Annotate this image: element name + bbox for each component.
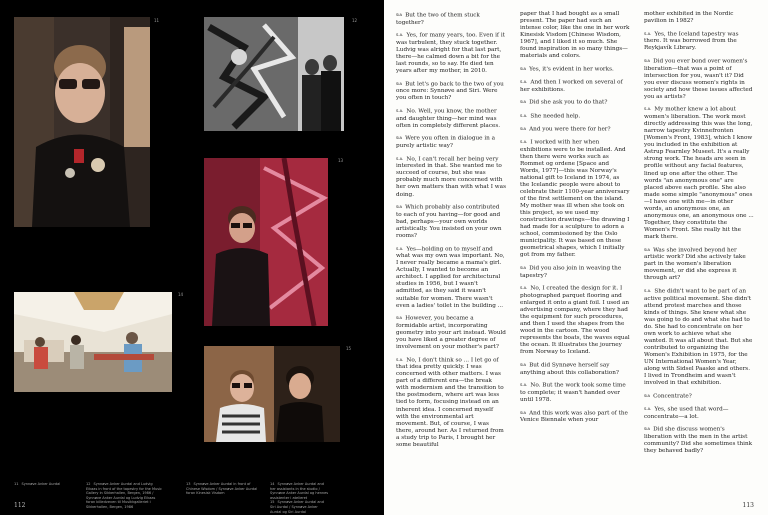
speaker-initials: SiA	[520, 265, 527, 271]
paragraph-text: Yes, it's evident in her works.	[529, 66, 614, 73]
plate-number: 15	[346, 346, 352, 351]
interview-paragraph	[644, 105, 754, 240]
paragraph-text: Yes—holding on to myself and what was my own was important. No, I never really became a mama's girl. Actually, I wanted to become an architect. I applied for architectural studies in 1956, but I wasn't admitted, as they said it wasn't suitable for women. There wasn't even a ladies' toilet in the building ...	[396, 246, 505, 309]
text-column-2	[520, 11, 630, 429]
paragraph-text: No, I don't think so ... I let go of that idea pretty quickly. I was concerned with other matters. I was part of a different era—the break with modernism and the transition to the postmodern, where art was less tied to form, focusing instead on an inherent idea. I concerned myself with the environmental art movement. But, of course, I was there, around her. As I returned from a study trip to Paris, I brought her some beautiful	[396, 357, 504, 448]
photo-studio-assistants	[14, 292, 172, 392]
plate-number: 11	[154, 18, 160, 23]
speaker-initials: S.A.	[520, 112, 528, 118]
paragraph-text: Yes, the Iceland tapestry was there. It was borrowed from the Reykjavík Library.	[644, 31, 739, 52]
paragraph-text: No. But the work took some time to complete; it wasn't handed over until 1978.	[520, 382, 626, 404]
paragraph-text: Did you also join in weaving the tapestry?	[520, 265, 622, 279]
paragraph-text: Were you often in dialogue in a purely artistic way?	[396, 136, 496, 150]
plate-number: 12	[352, 18, 358, 23]
text-column-3	[644, 11, 754, 460]
interview-paragraph	[396, 31, 506, 75]
paragraph-text: Yes, for many years, too. Even if it was turbulent, they stuck together. Ludvig was alright for that last part, there—he calmed down a bit for the last rounds, so to say. He died ten years after my mother, in 2010.	[396, 32, 505, 75]
text-column-1	[396, 11, 506, 453]
interview-paragraph	[520, 381, 630, 404]
speaker-initials: S.A.	[396, 245, 404, 251]
interview-paragraph	[644, 57, 754, 101]
speaker-initials: SiA	[644, 58, 651, 64]
paragraph-text: mother exhibited in the Nordic pavilion in 1982?	[644, 11, 734, 25]
paragraph-text: No. Well, you know, the mother and daughter thing—her mind was often in completely different places.	[396, 108, 501, 129]
paragraph-text: She didn't want to be part of an active political movement. She didn't attend protest marches and those kinds of things. She knew what she was going to do and what she had to do. She had to concentrate on her own work to achieve what she wanted. It was all about that. But she contributed to organizing the Women's Exhibition in 1975, for the UN International Women's Year, along with Sidsel Paaske and others. I lived in Trondheim and wasn't involved in that exhibition.	[644, 288, 753, 387]
paragraph-text: But the two of them stuck together?	[396, 12, 480, 26]
paragraph-text: Did she ask you to do that?	[529, 100, 608, 107]
paragraph-text: Which probably also contributed to each of you having—for good and bad, perhaps—your own worlds artistically. You insisted on your own rooms?	[396, 204, 502, 239]
plate-number: 14	[178, 292, 184, 297]
paragraph-text: No, I can't recall her being very interested in that. She wanted me to succeed of course, but she was probably much more concerned with her own matters than with what I was doing.	[396, 156, 506, 198]
speaker-initials: S.A.	[520, 382, 528, 388]
paragraph-text: However, you became a formidable artist, incorporating geometry into your art instead. Would you have liked a greater degree of involvement on your mother's part?	[396, 315, 506, 350]
caption-text: Synnøve Anker Aurdal in front of Chinese Wisdom / Synnøve Anker Aurdal foran Kinesisk Visdom	[186, 482, 258, 496]
speaker-initials: SiA	[396, 135, 403, 141]
interview-paragraph	[520, 98, 630, 107]
paragraph-text: My mother knew a lot about women's liberation. The work most directly addressing this was the long, narrow tapestry Kvinnefronten [Women's Front, 1983], which I know you included in the exhibition at Astrup Fearnley Museet. It's a really strong work. The heads are seen in profile without any facial features, lined up one after the other. The words "an anonymous one" are placed above each profile. She also made some simple "anonymous" ones—I have one with me—in other words, an anonymous one, an anonymous one, an anonymous one ... Together, they constitute the Women's Front. She really hit the mark there.	[644, 107, 754, 240]
speaker-initials: SiA	[520, 65, 527, 71]
caption-text: Synnøve Anker Aurdal and Ludvig Eikaas in front of the tapestry for the Music Gallery in Sikkerhallen, Bergen, 1986 / Synnøve Anker Aurdal og Ludvig Eikaas foran billedveven til Musikkgalleriet i Sikkerhallen, Bergen, 1986	[86, 482, 162, 509]
interview-paragraph	[396, 203, 506, 240]
speaker-initials: S.A.	[396, 108, 404, 114]
speaker-initials: SiA	[644, 426, 651, 432]
interview-paragraph	[644, 405, 754, 421]
interview-paragraph	[396, 356, 506, 449]
paragraph-text: But did Synnøve herself say anything about this collaboration?	[520, 362, 619, 376]
paragraph-text: Yes, she used that word—concentrate—a lot.	[644, 406, 729, 420]
interview-paragraph	[644, 287, 754, 387]
page-number-left: 112	[14, 502, 26, 509]
interview-paragraph	[396, 107, 506, 130]
interview-paragraph	[396, 155, 506, 199]
paragraph-text: Was she involved beyond her artistic work? Did she actively take part in the women's liberation movement, or did she express it through art?	[644, 247, 746, 282]
interview-paragraph	[644, 246, 754, 283]
paragraph-text: Did you ever bond over women's liberation—that was a point of intersection for you, wasn't it? Did you ever discuss women's rights in society and how these issues affected you as artists?	[644, 58, 753, 100]
speaker-initials: SiA	[644, 392, 651, 398]
speaker-initials: SiA	[520, 125, 527, 131]
caption	[186, 482, 262, 496]
photo-red-tapestry	[204, 158, 328, 326]
caption	[270, 482, 330, 514]
interview-paragraph	[396, 314, 506, 351]
photo-portrait-synnove	[14, 17, 150, 227]
caption-number: 12	[86, 482, 91, 486]
photo-tapestry-bw	[204, 17, 344, 131]
interview-paragraph	[644, 30, 754, 53]
speaker-initials: S.A.	[396, 32, 404, 38]
interview-paragraph	[520, 264, 630, 280]
paragraph-text: But let's go back to the two of you once more: Synnøve and Siri. Were you often in touch?	[396, 81, 504, 102]
interview-paragraph	[644, 392, 754, 401]
speaker-initials: SiA	[396, 315, 403, 321]
speaker-initials: S.A.	[520, 285, 528, 291]
paragraph-text: I worked with her when exhibitions were to be installed. And then there were works such as Rommet og ordene [Space and Words, 1977]—this was Norway's national gift to Iceland in 1974, as the Icelandic people were about to celebrate their 1100-year anniversary of the first settlement on the island. My mother was ill when she took on this project, so we used my construction drawings—the drawing I had made for a sculpture to adorn a school, commissioned by the Oslo municipality. It was based on these geometrical shapes, which I initially got from my father.	[520, 139, 630, 259]
speaker-initials: S.A.	[644, 406, 652, 412]
right-page	[384, 0, 768, 515]
speaker-initials: S.A.	[396, 356, 404, 362]
page-number-right: 113	[742, 502, 754, 509]
speaker-initials: SiA	[520, 409, 527, 415]
interview-paragraph	[520, 112, 630, 121]
plate-number: 13	[338, 158, 344, 163]
paragraph-text: Concentrate?	[653, 393, 692, 400]
interview-paragraph	[520, 65, 630, 74]
caption-number: 15	[270, 500, 275, 505]
speaker-initials: SiA	[520, 99, 527, 105]
interview-paragraph	[396, 245, 506, 310]
speaker-initials: S.A.	[644, 30, 652, 36]
paragraph-text: Did she discuss women's liberation with the men in the artist community? Did she sometimes think they behaved badly?	[644, 426, 753, 455]
speaker-initials: S.A.	[396, 155, 404, 161]
caption-text: Synnøve Anker Aurdal and Siri Aurdal / Synnøve Anker Aurdal og Siri Aurdal	[270, 500, 324, 514]
speaker-initials: SiA	[396, 12, 403, 17]
caption-text: Synnøve Anker Aurdal and her assistants in the studio / Synnøve Anker Aurdal og hennes assistenter i atelieret	[270, 482, 329, 500]
interview-paragraph	[520, 284, 630, 356]
interview-paragraph	[520, 11, 630, 60]
paragraph-text: And then I worked on several of her exhibitions.	[520, 79, 623, 93]
speaker-initials: S.A.	[520, 139, 528, 145]
paragraph-text: And you were there for her?	[529, 126, 611, 133]
paragraph-text: paper that I had bought as a small present. The paper had such an intense color, like the one in her work Kinesisk Visdom [Chinese Wisdom, 1967], and I liked it so much. She found inspiration in so many things—materials and colors.	[520, 11, 630, 60]
caption-number: 11	[14, 482, 19, 486]
speaker-initials: S.A.	[644, 287, 652, 293]
interview-paragraph	[520, 125, 630, 134]
speaker-initials: SiA	[644, 246, 651, 252]
speaker-initials: SiA	[396, 80, 403, 86]
caption	[86, 482, 162, 510]
interview-paragraph	[644, 425, 754, 455]
paragraph-text: She needed help.	[530, 113, 581, 120]
caption	[14, 482, 80, 487]
interview-paragraph	[396, 80, 506, 103]
speaker-initials: SiA	[520, 362, 527, 368]
caption-number: 14	[270, 482, 275, 486]
interview-paragraph	[520, 78, 630, 94]
speaker-initials: S.A.	[520, 79, 528, 85]
interview-paragraph	[520, 361, 630, 377]
interview-paragraph	[396, 134, 506, 150]
speaker-initials: S.A.	[644, 106, 652, 112]
speaker-initials: SiA	[396, 204, 403, 210]
paragraph-text: No, I created the design for it. I photographed parquet flooring and enlarged it onto a giant foil. I used an advertising company, where they had the equipment for such procedures, and then I used the shapes from the wood in the cartoon. The wood represents the boats, the waves equal the ocean. It illustrates the journey from Norway to Iceland.	[520, 286, 630, 356]
paragraph-text: And this work was also part of the Venice Biennale when your	[520, 410, 628, 424]
interview-paragraph	[644, 11, 754, 25]
interview-paragraph	[520, 138, 630, 259]
photo-mother-daughter	[204, 346, 340, 442]
caption-number: 13	[186, 482, 191, 486]
caption-text: Synnøve Anker Aurdal	[21, 482, 61, 486]
interview-paragraph	[520, 409, 630, 425]
interview-paragraph	[396, 11, 506, 27]
